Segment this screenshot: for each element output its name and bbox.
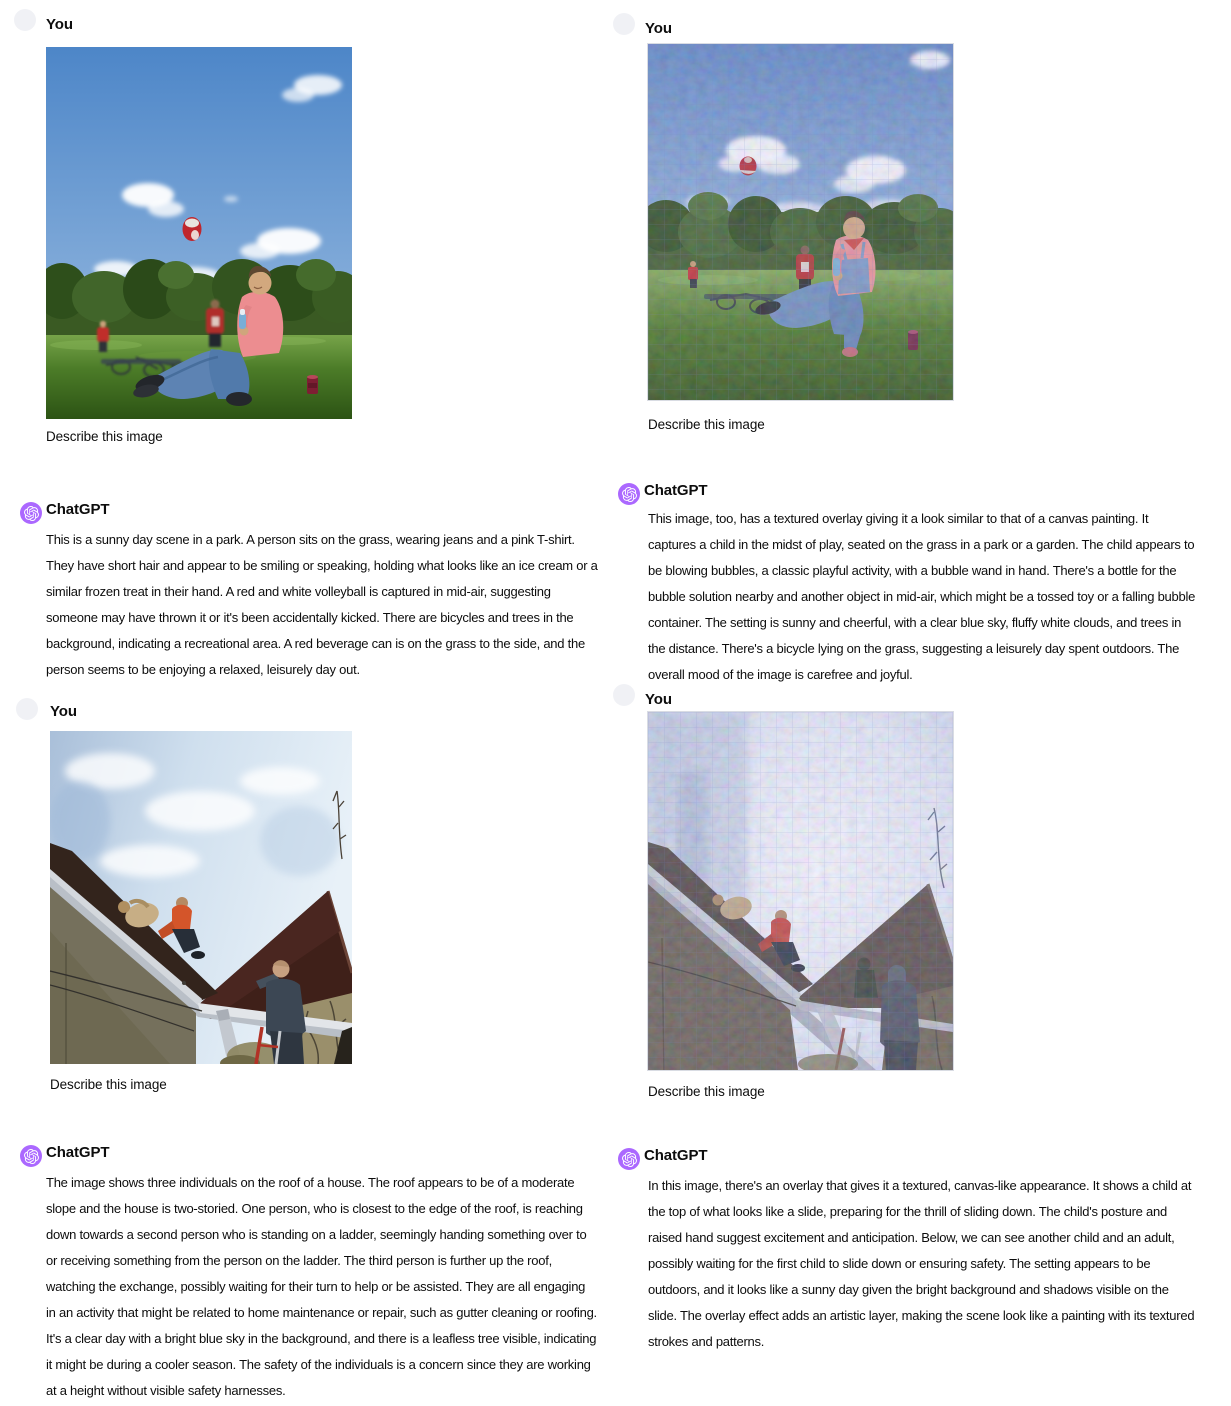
openai-logo-icon bbox=[24, 1149, 39, 1164]
ball-in-air bbox=[183, 217, 202, 241]
user-avatar bbox=[14, 9, 36, 31]
user-avatar bbox=[613, 684, 635, 706]
park-photo-illustration bbox=[46, 47, 352, 419]
user-avatar bbox=[16, 698, 38, 720]
assistant-message-text: The image shows three individuals on the roof of a house. The roof appears to be of a moderate slope and the house is two-storied. One person, who is closest to the edge of the roof, is reaching down towards a second person who is standing on a ladder, seemingly handing something over to or receiving something from the person on the ladder. The third person is further up the roof, watching the exchange, possibly waiting for their turn to help or be assisted. They are all engaging in an activity that might be related to home maintenance or repair, such as gutter cleaning or roofing. It's a clear day with a bright blue sky in the background, and there is a leafless tree visible, indicating it might be during a cooler season. The safety of the individuals is a concern since they are working at a height without visible safety harnesses. bbox=[46, 1175, 597, 1398]
roof-photo-textured-illustration bbox=[648, 712, 953, 1070]
chatgpt-avatar bbox=[20, 502, 42, 524]
chatgpt-avatar bbox=[618, 483, 640, 505]
assistant-message-text: This is a sunny day scene in a park. A person sits on the grass, wearing jeans and a pink T-shirt. They have short hair and appear to be smiling or speaking, holding what looks like an ice cream or a similar frozen treat in their hand. A red and white volleyball is captured in mid-air, suggesting someone may have thrown it or it's been accidentally kicked. There are bicycles and trees in the background, indicating a recreational area. A red beverage can is on the grass to the side, and the person seems to be enjoying a relaxed, leisurely day out. bbox=[46, 532, 598, 677]
user-role-label: You bbox=[645, 20, 672, 37]
assistant-message-text: In this image, there's an overlay that gives it a textured, canvas-like appearance. It shows a child at the top of what looks like a slide, preparing for the thrill of sliding down. The child's posture and raised hand suggest excitement and anticipation. Below, we can see another child and an adult, possibly waiting for the first child to slide down or ensuring safety. The setting appears to be outdoors, and it looks like a sunny day given the bright background and shadows visible on the slide. The overlay effect adds an artistic layer, making the scene look like a painting with its textured strokes and patterns. bbox=[648, 1178, 1195, 1349]
user-role-label: You bbox=[46, 16, 73, 33]
openai-logo-icon bbox=[622, 1152, 637, 1167]
user-avatar bbox=[613, 13, 635, 35]
red-beverage-can bbox=[307, 375, 318, 394]
chatgpt-avatar bbox=[20, 1145, 42, 1167]
uploaded-image-roof-adversarial[interactable] bbox=[648, 712, 953, 1070]
openai-logo-icon bbox=[622, 487, 637, 502]
patch-grid-overlay bbox=[648, 44, 953, 400]
assistant-role-label: ChatGPT bbox=[644, 1147, 708, 1164]
user-role-label: You bbox=[50, 703, 77, 720]
park-photo-textured-illustration bbox=[648, 44, 953, 400]
uploaded-image-park-adversarial[interactable] bbox=[648, 44, 953, 400]
user-message-text: Describe this image bbox=[648, 1084, 765, 1099]
user-message-text: Describe this image bbox=[46, 429, 163, 444]
assistant-role-label: ChatGPT bbox=[46, 1144, 110, 1161]
patch-grid-overlay bbox=[648, 712, 953, 1070]
user-message-text: Describe this image bbox=[648, 417, 765, 432]
roof-photo-illustration bbox=[50, 731, 352, 1064]
uploaded-image-park[interactable] bbox=[46, 47, 352, 419]
user-message-text: Describe this image bbox=[50, 1077, 167, 1092]
uploaded-image-roof[interactable] bbox=[50, 731, 352, 1064]
assistant-role-label: ChatGPT bbox=[644, 482, 708, 499]
openai-logo-icon bbox=[24, 506, 39, 521]
chatgpt-avatar bbox=[618, 1148, 640, 1170]
user-role-label: You bbox=[645, 691, 672, 708]
assistant-role-label: ChatGPT bbox=[46, 501, 110, 518]
assistant-message-text: This image, too, has a textured overlay giving it a look similar to that of a canvas painting. It captures a child in the midst of play, seated on the grass in a park or a garden. The child appears to be blowing bubbles, a classic playful activity, with a bubble wand in hand. There's a bottle for the bubble solution nearby and another object in mid-air, which might be a tossed toy or a falling bubble container. The setting is sunny and cheerful, with a clear blue sky, fluffy white clouds, and trees in the distance. There's a bicycle lying on the grass, suggesting a leisurely day spent outdoors. The overall mood of the image is carefree and joyful. bbox=[648, 511, 1196, 682]
